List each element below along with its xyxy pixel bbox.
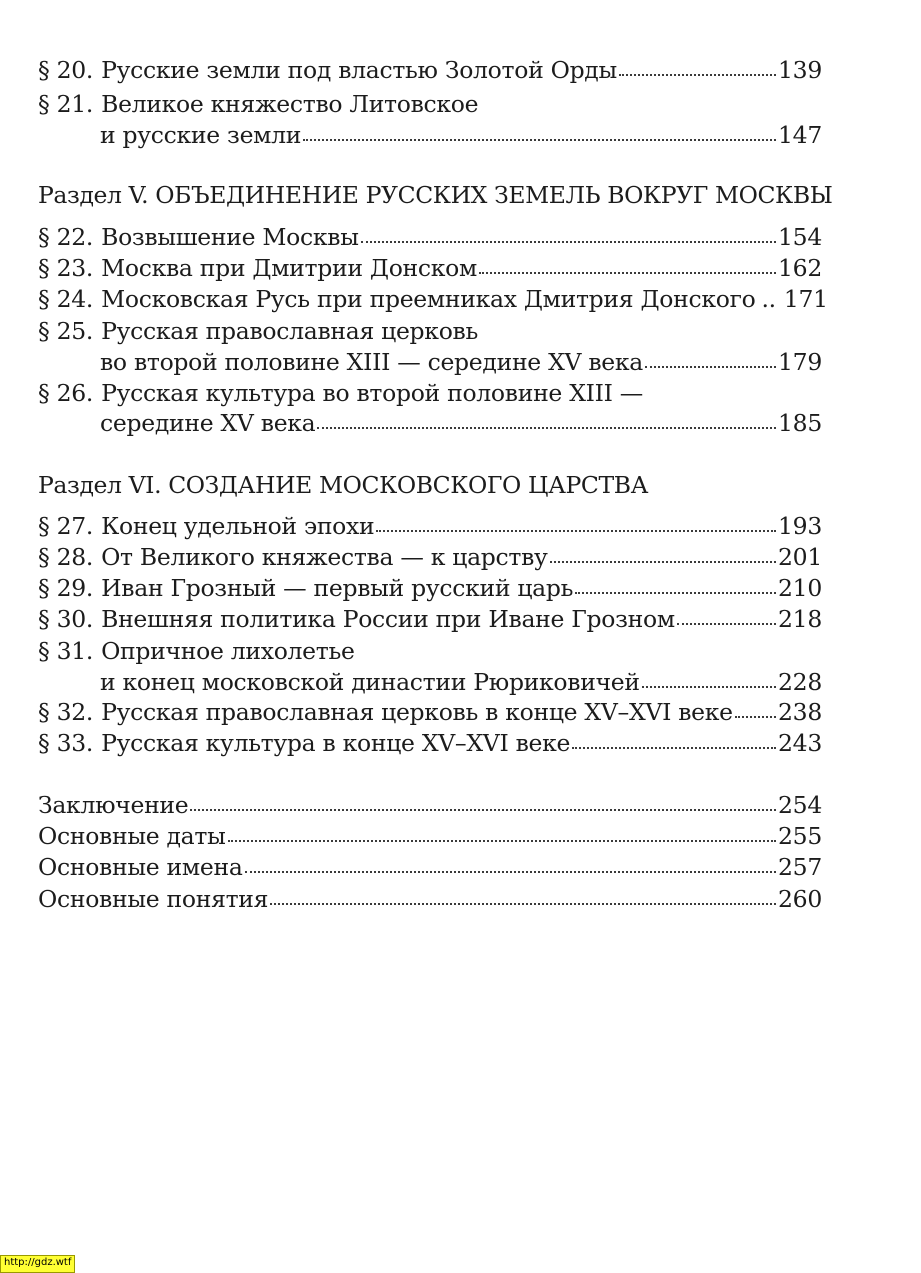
entry-title: Русская православная церковь в конце XV–XVI веке <box>101 698 733 726</box>
dot-leader <box>677 607 776 627</box>
entry-number: § 23. <box>38 254 94 282</box>
toc-entry-23[interactable] <box>38 253 822 284</box>
entry-number: § 31. <box>38 637 94 665</box>
dot-leader <box>642 670 776 690</box>
toc-entry-26-cont[interactable] <box>38 408 822 439</box>
entry-title: Заключение <box>38 791 189 819</box>
page-number: 260 <box>778 885 822 913</box>
toc-entry-28[interactable] <box>38 542 822 573</box>
entry-number: § 24. <box>38 285 94 313</box>
page-number: 171 <box>783 285 828 313</box>
entry-title: Московская Русь при преемниках Дмитрия Донского <box>101 285 756 313</box>
entry-title: Возвышение Москвы <box>101 223 359 251</box>
section-heading-6: Раздел VI. СОЗДАНИЕ МОСКОВСКОГО ЦАРСТВА <box>38 471 648 499</box>
toc-entry-21[interactable] <box>38 89 822 120</box>
entry-title: Внешняя политика России при Иване Грозном <box>101 605 675 633</box>
toc-entry-dates[interactable] <box>38 821 822 852</box>
entry-title: Конец удельной эпохи <box>101 512 375 540</box>
toc-entry-22[interactable] <box>38 222 822 253</box>
entry-number: § 26. <box>38 379 94 407</box>
entry-title: Русские земли под властью Золотой Орды <box>101 56 617 84</box>
entry-title: Русская культура в конце XV–XVI веке <box>101 729 571 757</box>
entry-title-continuation: и русские земли <box>100 121 302 149</box>
toc-entry-conclusion[interactable] <box>38 790 822 821</box>
dot-leader <box>245 855 776 875</box>
dot-leader <box>645 350 776 370</box>
toc-entry-31[interactable] <box>38 636 822 667</box>
dot-leader-short: .. <box>761 285 776 313</box>
toc-entry-30[interactable] <box>38 604 822 635</box>
section-heading-5: Раздел V. ОБЪЕДИНЕНИЕ РУССКИХ ЗЕМЕЛЬ ВОКРУГ МОСКВЫ <box>38 181 833 209</box>
page-number: 147 <box>778 121 822 149</box>
dot-leader <box>376 514 776 534</box>
dot-leader <box>735 700 776 720</box>
toc-entry-26[interactable] <box>38 378 822 409</box>
page-number: 243 <box>778 729 822 757</box>
toc-entry-31-cont[interactable] <box>38 667 822 698</box>
toc-entry-25[interactable] <box>38 316 822 347</box>
entry-number: § 30. <box>38 605 94 633</box>
toc-entry-20[interactable] <box>38 55 822 86</box>
entry-title: Великое княжество Литовское <box>101 90 479 118</box>
entry-title-continuation: середине XV века <box>100 409 316 437</box>
entry-title: Основные имена <box>38 853 243 881</box>
page-number: 179 <box>778 348 822 376</box>
dot-leader <box>303 123 776 143</box>
toc-entry-29[interactable] <box>38 573 822 604</box>
entry-number: § 22. <box>38 223 94 251</box>
toc-entry-names[interactable] <box>38 852 822 883</box>
entry-number: § 27. <box>38 512 94 540</box>
entry-number: § 20. <box>38 56 94 84</box>
entry-title: Русская культура во второй половине XIII — <box>101 379 643 407</box>
toc-entry-27[interactable] <box>38 511 822 542</box>
dot-leader <box>190 793 776 813</box>
entry-title-continuation: и конец московской династии Рюриковичей <box>100 668 640 696</box>
page-number: 255 <box>778 822 822 850</box>
entry-number: § 32. <box>38 698 94 726</box>
toc-entry-32[interactable] <box>38 697 822 728</box>
entry-number: § 33. <box>38 729 94 757</box>
entry-title: Опричное лихолетье <box>101 637 355 665</box>
entry-number: § 21. <box>38 90 94 118</box>
dot-leader <box>572 731 776 751</box>
dot-leader <box>575 576 776 596</box>
entry-number: § 25. <box>38 317 94 345</box>
toc-entry-concepts[interactable] <box>38 884 822 915</box>
page-number: 193 <box>778 512 822 540</box>
page-number: 218 <box>778 605 822 633</box>
entry-title: Русская православная церковь <box>101 317 478 345</box>
dot-leader <box>479 256 776 276</box>
page-number: 238 <box>778 698 822 726</box>
entry-title: Москва при Дмитрии Донском <box>101 254 477 282</box>
page-number: 185 <box>778 409 822 437</box>
toc-entry-24[interactable] <box>38 284 828 315</box>
toc-entry-21-cont[interactable] <box>38 120 822 151</box>
entry-number: § 28. <box>38 543 94 571</box>
page-number: 154 <box>778 223 822 251</box>
page-number: 162 <box>778 254 822 282</box>
page-number: 210 <box>778 574 822 602</box>
page-number: 254 <box>778 791 822 819</box>
dot-leader <box>317 411 776 431</box>
dot-leader <box>228 824 777 844</box>
entry-title: Основные даты <box>38 822 226 850</box>
page-number: 257 <box>778 853 822 881</box>
page-number: 201 <box>778 543 822 571</box>
watermark-link[interactable]: http://gdz.wtf <box>0 1255 75 1273</box>
entry-title-continuation: во второй половине XIII — середине XV века <box>100 348 643 376</box>
page-number: 139 <box>778 56 822 84</box>
page-number: 228 <box>778 668 822 696</box>
entry-title: Основные понятия <box>38 885 269 913</box>
dot-leader <box>270 887 776 907</box>
entry-title: Иван Грозный — первый русский царь <box>101 574 574 602</box>
dot-leader <box>550 545 776 565</box>
entry-title: От Великого княжества — к царству <box>101 543 548 571</box>
dot-leader <box>361 225 776 245</box>
toc-entry-25-cont[interactable] <box>38 347 822 378</box>
dot-leader <box>619 58 776 78</box>
toc-entry-33[interactable] <box>38 728 822 759</box>
entry-number: § 29. <box>38 574 94 602</box>
